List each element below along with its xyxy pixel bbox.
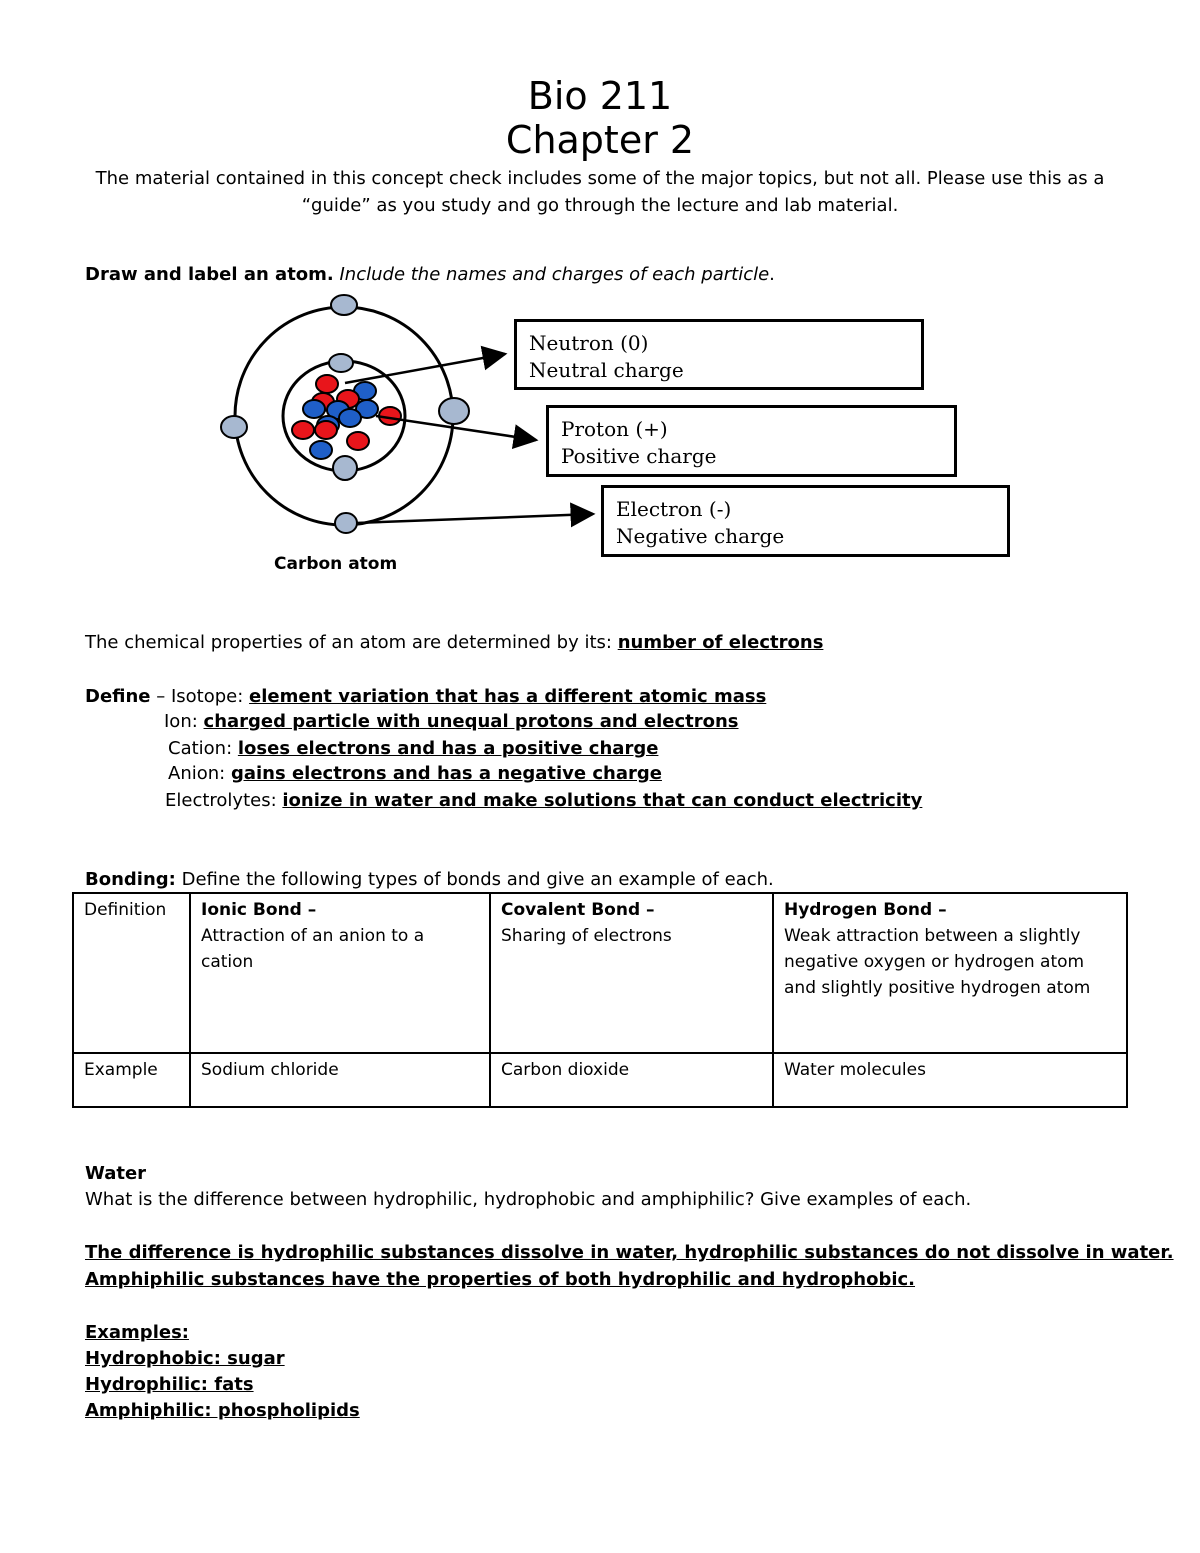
- example-text: Hydrophobic: sugar: [85, 1348, 285, 1369]
- example-amphiphilic: [85, 1398, 360, 1424]
- bonding-label: Bonding:: [85, 869, 176, 890]
- bonding-question: Define the following types of bonds and give an example of each.: [181, 869, 774, 890]
- neutron-name: Neutron (0): [529, 331, 649, 355]
- neutron-arrow: [345, 354, 505, 383]
- water-question: What is the difference between hydrophilic, hydrophobic and amphiphilic? Give examples of each.: [85, 1189, 972, 1210]
- ionic-bond-name: Ionic Bond –: [201, 900, 317, 920]
- neutron-particle: [303, 400, 325, 418]
- proton-label-box: [546, 405, 957, 477]
- electron-particle: [439, 398, 469, 424]
- ionic-bond-definition: Attraction of an anion to a cation: [201, 926, 425, 972]
- covalent-bond-name: Covalent Bond –: [501, 900, 655, 920]
- neutron-particle: [310, 441, 332, 459]
- bonding-prompt: [85, 867, 774, 893]
- definition-term: Anion:: [168, 763, 226, 784]
- water-answer-text: Amphiphilic substances have the properties of both hydrophilic and hydrophobic.: [85, 1269, 916, 1290]
- example-hydrophilic: [85, 1372, 254, 1398]
- covalent-bond-example: Carbon dioxide: [490, 1053, 773, 1107]
- intro-line-2: “guide” as you study and go through the lecture and lab material.: [301, 195, 899, 216]
- water-answer-line-2: [85, 1267, 915, 1293]
- bonds-table: [72, 892, 1128, 1108]
- properties-line: [85, 630, 823, 656]
- atom-prompt-bold: Draw and label an atom.: [85, 264, 334, 285]
- electron-name: Electron (-): [616, 497, 732, 521]
- atom-prompt-end: .: [769, 264, 775, 285]
- example-text: Hydrophilic: fats: [85, 1374, 254, 1395]
- diagram-caption: Carbon atom: [274, 554, 398, 574]
- definition-answer: charged particle with unequal protons and electrons: [203, 711, 739, 732]
- hydrogen-bond-name: Hydrogen Bond –: [784, 900, 947, 920]
- ionic-bond-example: Sodium chloride: [190, 1053, 490, 1107]
- covalent-bond-cell: [490, 893, 773, 1053]
- definition-term: Isotope:: [170, 686, 244, 707]
- hydrogen-bond-definition: Weak attraction between a slightly negative oxygen or hydrogen atom and slightly positive hydrogen atom: [784, 926, 1091, 998]
- definition-electrolytes: [165, 788, 922, 814]
- electron-charge: Negative charge: [616, 524, 785, 548]
- electron-label-box: [601, 485, 1010, 557]
- intro-line-1: The material contained in this concept check includes some of the major topics, but not all. Please use this as a: [95, 168, 1105, 189]
- definition-term: Electrolytes:: [165, 790, 277, 811]
- neutron-label-box: [514, 319, 924, 390]
- definition-answer: gains electrons and has a negative charge: [230, 763, 662, 784]
- example-text: Amphiphilic: phospholipids: [85, 1400, 360, 1421]
- definition-anion: [168, 761, 662, 787]
- electron-particle: [329, 354, 353, 372]
- examples-label: [85, 1320, 189, 1346]
- define-dash: –: [150, 686, 171, 707]
- electron-particle: [335, 513, 357, 533]
- definition-answer: loses electrons and has a positive charge: [237, 738, 659, 759]
- example-hydrophobic: [85, 1346, 285, 1372]
- definition-isotope: [85, 684, 766, 710]
- atom-diagram: [0, 0, 1200, 600]
- define-label: Define: [85, 686, 151, 707]
- proton-particle: [316, 375, 338, 393]
- definition-row-header: Definition: [73, 893, 190, 1053]
- electron-particle: [221, 416, 247, 438]
- neutron-particle: [339, 409, 361, 427]
- page-subtitle: Chapter 2: [505, 118, 695, 162]
- hydrogen-bond-cell: [773, 893, 1127, 1053]
- water-answer-text: The difference is hydrophilic substances dissolve in water, hydrophilic substances do not dissolve in water.: [85, 1242, 1174, 1263]
- proton-particle: [347, 432, 369, 450]
- water-answer-line-1: [85, 1240, 1174, 1266]
- proton-name: Proton (+): [561, 417, 668, 441]
- table-row: [73, 1053, 1127, 1107]
- covalent-bond-definition: Sharing of electrons: [501, 926, 672, 946]
- atom-prompt-italic: Include the names and charges of each particle: [339, 264, 770, 285]
- definition-term: Cation:: [168, 738, 233, 759]
- proton-charge: Positive charge: [561, 444, 717, 468]
- definition-answer: ionize in water and make solutions that can conduct electricity: [282, 790, 923, 811]
- neutron-charge: Neutral charge: [529, 358, 684, 382]
- ionic-bond-cell: [190, 893, 490, 1053]
- hydrogen-bond-example: Water molecules: [773, 1053, 1127, 1107]
- electron-particle: [331, 295, 357, 315]
- electron-particle: [333, 456, 357, 480]
- water-heading: Water: [85, 1163, 147, 1184]
- definition-term: Ion:: [164, 711, 198, 732]
- definition-answer: element variation that has a different atomic mass: [249, 686, 767, 707]
- table-row: [73, 893, 1127, 1053]
- page-title: Bio 211: [527, 74, 673, 118]
- properties-question: The chemical properties of an atom are determined by its:: [85, 632, 612, 653]
- definition-ion: [164, 709, 739, 735]
- properties-answer: number of electrons: [617, 632, 824, 653]
- examples-label-text: Examples:: [85, 1322, 189, 1343]
- example-row-header: Example: [73, 1053, 190, 1107]
- proton-particle: [292, 421, 314, 439]
- definition-cation: [168, 736, 658, 762]
- proton-particle: [315, 421, 337, 439]
